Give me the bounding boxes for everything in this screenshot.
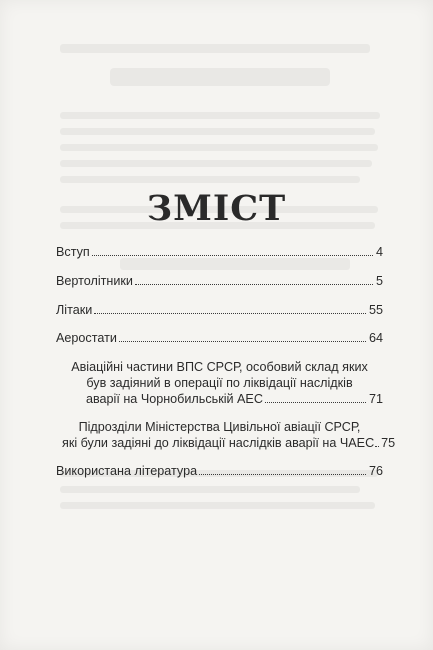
- dot-leader: [92, 255, 373, 256]
- toc-entry-title: Літаки: [56, 302, 93, 317]
- toc-entry-title: Вертолітники: [56, 273, 133, 288]
- dot-leader: [94, 313, 366, 314]
- dot-leader: [119, 341, 366, 342]
- page-title: ЗМІСТ: [146, 188, 287, 229]
- toc-page-number: 64: [368, 331, 383, 346]
- toc-entry-helicopter-pilots[interactable]: [56, 273, 383, 289]
- toc-entry-title: Використана література: [56, 464, 198, 479]
- toc-entry-title-line: які були задіяні до ліквідації наслідків аварії на ЧАЕС: [62, 436, 375, 451]
- toc-entry-aircraft[interactable]: [56, 302, 383, 318]
- dot-leader: [375, 446, 379, 447]
- toc-page-number: 55: [368, 302, 383, 317]
- toc-entry-title-line: Підрозділи Міністерства Цивільної авіації СРСР,: [78, 420, 361, 435]
- toc-entry-air-force-units[interactable]: [56, 359, 383, 407]
- toc-page-number: 71: [368, 392, 383, 407]
- toc-entry-title: Аеростати: [56, 331, 117, 346]
- toc-page-number: 4: [375, 245, 383, 259]
- toc-entry-civil-aviation-units[interactable]: [56, 419, 396, 451]
- dot-leader: [265, 402, 366, 403]
- dot-leader: [135, 284, 373, 285]
- toc-entry-balloons[interactable]: [56, 330, 383, 346]
- table-of-contents: [56, 244, 396, 492]
- toc-entry-title: Вступ: [56, 245, 90, 259]
- toc-entry-title-line: був задіяний в операції по ліквідації наслідків: [86, 376, 353, 391]
- toc-entry-references[interactable]: [56, 463, 383, 479]
- toc-page-number: 75: [381, 436, 396, 451]
- toc-entry-title-line: аварії на Чорнобильській АЕС: [86, 392, 263, 407]
- toc-page-number: 5: [375, 273, 383, 288]
- toc-entry-title-line: Авіаційні частини ВПС СРСР, особовий склад яких: [71, 360, 368, 375]
- toc-entry-intro[interactable]: [56, 244, 383, 260]
- toc-page-number: 76: [368, 464, 383, 479]
- dot-leader: [199, 474, 366, 475]
